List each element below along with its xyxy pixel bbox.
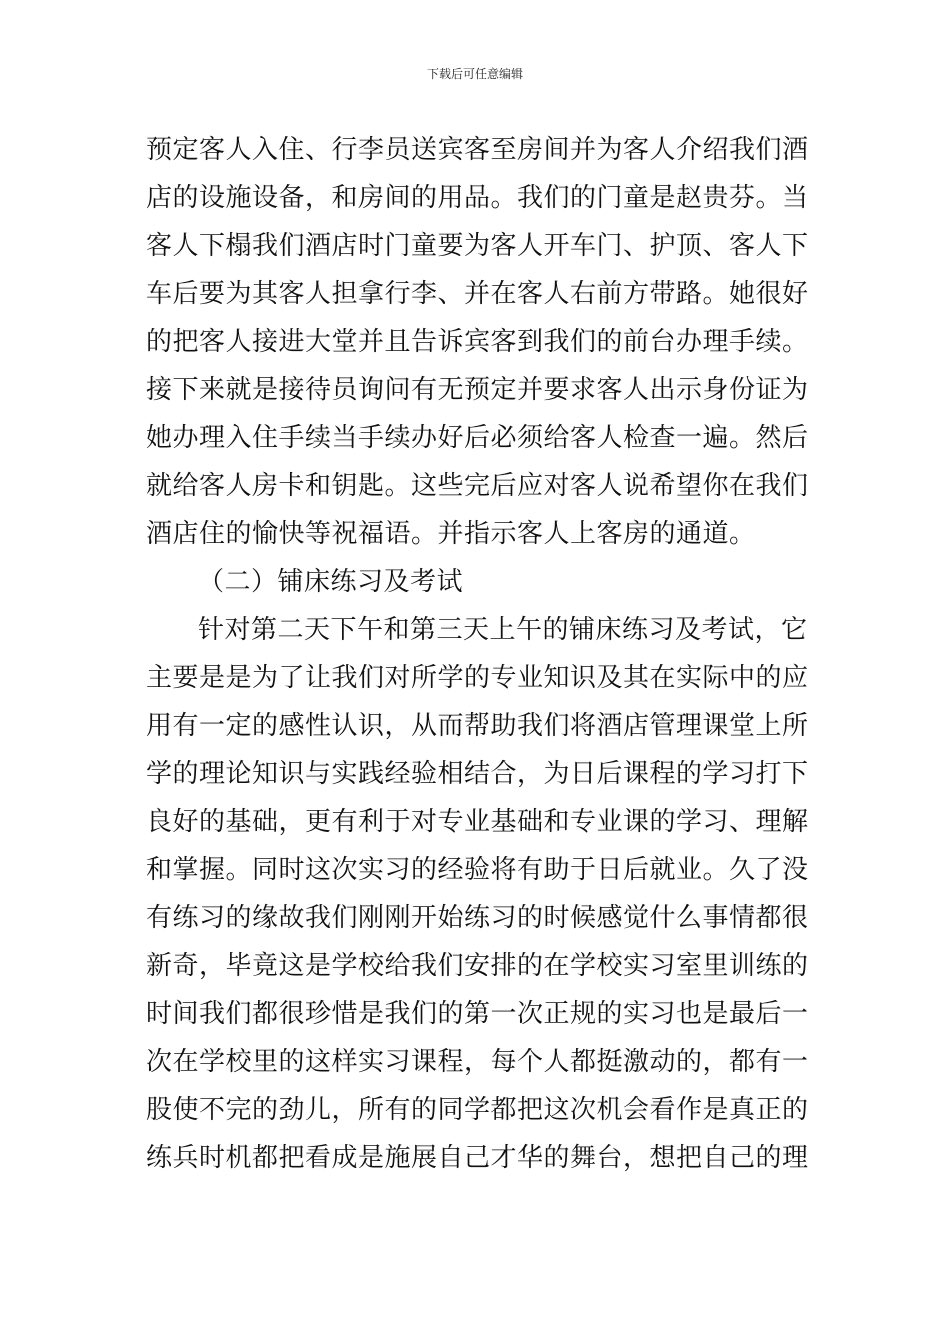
- text-line: 车后要为其客人担拿行李、并在客人右前方带路。她很好: [146, 279, 809, 309]
- section-heading: （二）铺床练习及考试: [198, 567, 464, 597]
- text-line: 用有一定的感性认识，从而帮助我们将酒店管理课堂上所: [146, 711, 809, 741]
- text-line: 时间我们都很珍惜是我们的第一次正规的实习也是最后一: [146, 999, 809, 1029]
- text-line: 就给客人房卡和钥匙。这些完后应对客人说希望你在我们: [146, 471, 809, 501]
- text-line: 新奇，毕竟这是学校给我们安排的在学校实习室里训练的: [146, 951, 809, 981]
- page-header: 下载后可任意编辑: [426, 67, 523, 81]
- text-line: 预定客人入住、行李员送宾客至房间并为客人介绍我们酒: [146, 135, 809, 165]
- text-line: 接下来就是接待员询问有无预定并要求客人出示身份证为: [146, 375, 809, 405]
- text-line: 主要是是为了让我们对所学的专业知识及其在实际中的应: [146, 663, 809, 693]
- text-line: 和掌握。同时这次实习的经验将有助于日后就业。久了没: [146, 855, 809, 885]
- text-line: 学的理论知识与实践经验相结合，为日后课程的学习打下: [146, 759, 809, 789]
- text-line: 客人下榻我们酒店时门童要为客人开车门、护顶、客人下: [146, 231, 809, 261]
- text-line: 良好的基础，更有利于对专业基础和专业课的学习、理解: [146, 807, 809, 837]
- text-line: 她办理入住手续当手续办好后必须给客人检查一遍。然后: [146, 423, 809, 453]
- text-line: 的把客人接进大堂并且告诉宾客到我们的前台办理手续。: [146, 327, 809, 357]
- text-line: 店的设施设备，和房间的用品。我们的门童是赵贵芬。当: [146, 183, 809, 213]
- text-line: 练兵时机都把看成是施展自己才华的舞台，想把自己的理: [146, 1143, 809, 1173]
- text-line: 有练习的缘故我们刚刚开始练习的时候感觉什么事情都很: [146, 903, 809, 933]
- text-line: 次在学校里的这样实习课程，每个人都挺激动的，都有一: [146, 1047, 809, 1077]
- text-line: 股使不完的劲儿，所有的同学都把这次机会看作是真正的: [146, 1095, 809, 1125]
- paragraph-first-line: 针对第二天下午和第三天上午的铺床练习及考试，它: [198, 615, 808, 645]
- document-body: [146, 126, 814, 1182]
- text-line: 酒店住的愉快等祝福语。并指示客人上客房的通道。: [146, 519, 756, 549]
